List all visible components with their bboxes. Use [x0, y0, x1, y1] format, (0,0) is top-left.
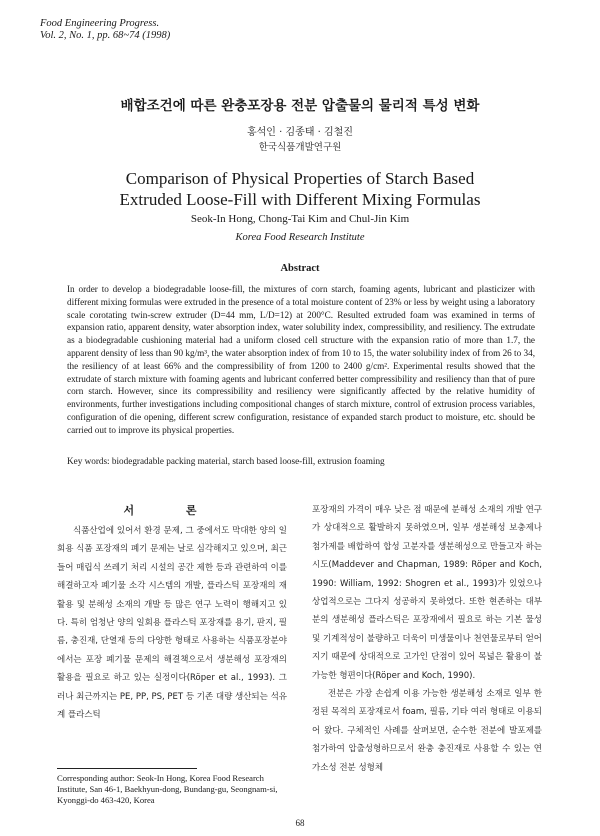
english-authors: Seok-In Hong, Chong-Tai Kim and Chul-Jin Kim [190, 213, 410, 225]
left-column [57, 522, 287, 724]
abstract-text: In order to develop a biodegradable loose-fill, the mixtures of corn starch, foaming agents, lubricant and plasticizer with different mixing formulas were extruded in the presence of a total moisture content of 23% or less by weight using a laboratory scale corotating twin-screw extruder (D=44 mm, L/D=12) at 200°C. Resulted extruded foam was examined in terms of expansion ratio, apparent density, water absorption index, water solubility index, compressibility, and resiliency. The extrudate as a biodegradable cushioning material had a uniform closed cell structure with the expansion ratio of more than 1.7, the apparent density of less than 90 kg/m³, the water absorption index of from 10 to 15, the water solubility index of from 26 to 34, the resiliency of at least 66% and the compressibility of from 1200 to 2400 g/cm². Experimental results showed that the extrudate of starch mixture with foaming agents and lubricant conferred better compressibility and resiliency than that of pure corn starch. However, since its compressibility and resiliency were significantly affected by the relative humidity of environments, further investigations including compositional changes of starch mixture, control of extrusion process variables, configuration of die opening, different screw configuration, resistance of expanded starch product to moisture, etc. should be carried out to improve its physical properties. [67, 284, 536, 435]
section-heading: 서 론 [123, 504, 221, 517]
abstract-heading: Abstract [280, 263, 320, 274]
footnote: Corresponding author: Seok-In Hong, Korea Food Research Institute, San 46-1, Baekhyun-dong, Bundang-gu, Seongnam-si, Kyonggi-do 463-420, Korea [57, 773, 278, 806]
journal-header [40, 18, 170, 42]
english-title-line1: Comparison of Physical Properties of Starch Based [125, 169, 475, 188]
journal-name: Food Engineering Progress. [40, 18, 160, 29]
korean-institute: 한국식품개발연구원 [258, 142, 342, 153]
korean-authors: 홍석인 · 김종태 · 김철진 [246, 127, 353, 138]
footnote-divider [57, 768, 197, 769]
korean-title: 배합조건에 따른 완충포장용 전분 압출물의 물리적 특성 변화 [120, 98, 480, 114]
body-paragraph-right-2: 전분은 가장 손쉽게 이용 가능한 생분해성 소재로 일부 한정된 목적의 포장재로서 foam, 필름, 기타 여러 형태로 이용되어 왔다. 구체적인 사례를 살펴보면, 순수한 전분에 발포제를 첨가하여 압출성형하므로서 완충 충진재로 사용할 수 있는 연가소성 전분 성형체 [312, 689, 542, 773]
keywords: Key words: biodegradable packing material, starch based loose-fill, extrusion foaming [67, 456, 385, 466]
english-institute: Korea Food Research Institute [235, 232, 365, 243]
english-title [0, 168, 600, 210]
page-number: 68 [295, 818, 305, 828]
body-paragraph-left: 식품산업에 있어서 환경 문제, 그 중에서도 막대한 양의 일회용 식품 포장재의 폐기 문제는 날로 심각해지고 있으며, 최근 들어 매립식 쓰레기 처리 시설의 공간 제한 등과 관련하여 이를 해결하고자 폐기물 소각 시스템의 개발, 플라스틱 포장재의 재활용 및 분해성 소재의 개발 등 많은 연구 노력이 행해지고 있다. 특히 엄청난 양의 일회용 플라스틱 포장재를 용기, 판지, 필름, 충진재, 단열재 등의 다양한 형태로 사용하는 식품포장분야에서는 포장 폐기물 문제의 해결책으로서 생분해성 포장재의 활용을 필요로 하고 있는 실정이다(Röper et al., 1993). 그러나 최근까지는 PE, PP, PS, PET 등 기존 대량 생산되는 석유계 플라스틱 [57, 526, 287, 721]
english-title-line2: Extruded Loose-Fill with Different Mixing Formulas [119, 190, 481, 209]
right-column [312, 501, 542, 777]
journal-citation: Vol. 2, No. 1, pp. 68~74 (1998) [40, 30, 171, 41]
body-paragraph-right-1: 포장재의 가격이 매우 낮은 점 때문에 분해성 소재의 개발 연구가 상대적으로 활발하지 못하였으며, 일부 생분해성 보충제나 첨가제를 배합하여 합성 고분자를 생분해성으로 만들고자 하는 시도(Maddever and Chapman, 1989: Röper and Koch, 1990: William, 1992: Shogren et al., 1993)가 있었으나 상업적으로는 그다지 성공하지 못하였다. 또한 현존하는 대부분의 생분해성 플라스틱은 포장재에서 필요로 하는 기본 물성 및 기계적성이 불량하고 더욱이 미생물이나 천연물로부터 얻어지기 때문에 상대적으로 고가인 단점이 있어 목넓은 활용이 불가능한 형편이다(Röper and Koch, 1990). [312, 505, 542, 681]
